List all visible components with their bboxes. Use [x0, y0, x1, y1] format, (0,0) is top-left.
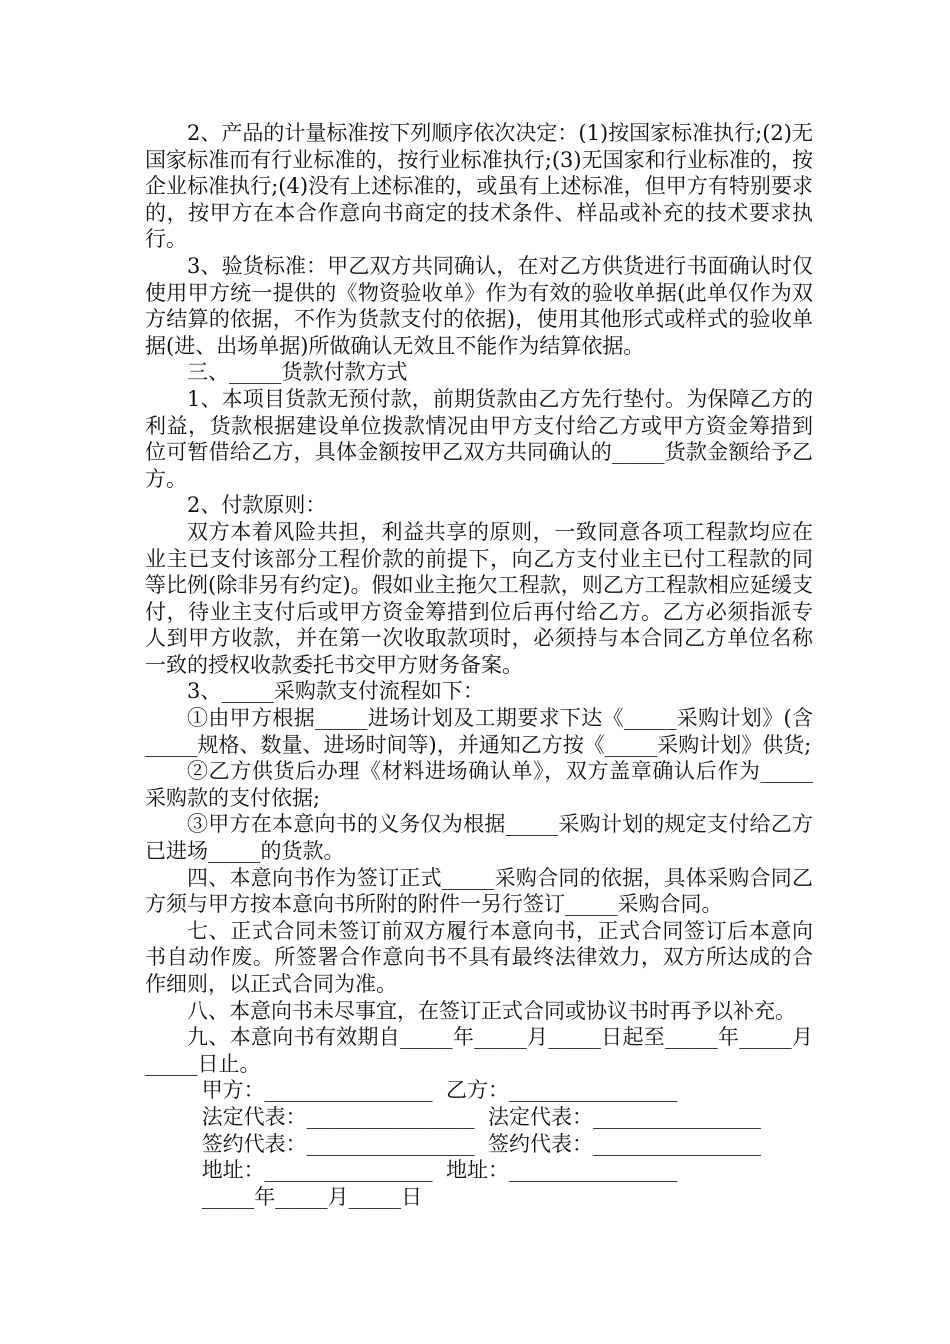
signature-legal-rep-line: 法定代表：________________ 法定代表：________________ — [201, 1104, 762, 1129]
signature-address-line: 地址：________________ 地址：________________ — [201, 1158, 678, 1183]
signature-signing-rep-line: 签约代表：________________ 签约代表：________________ — [201, 1131, 762, 1156]
signature-party-line: 甲方：________________ 乙方：________________ — [201, 1078, 678, 1103]
clause-four-formal-contract: 四、本意向书作为签订正式_____采购合同的依据，具体采购合同乙方须与甲方按本意向书所附的附件一另行签订_____采购合同。 — [145, 865, 813, 917]
clause-payment-step-1: ①由甲方根据_____进场计划及工期要求下达《_____采购计划》(含_____规格、数量、进场时间等)，并通知乙方按《_____采购计划》供货; — [145, 706, 813, 757]
clause-payment-principle-title: 2、付款原则： — [187, 493, 327, 518]
clause-payment-step-3: ③甲方在本意向书的义务仅为根据_____采购计划的规定支付给乙方已进场_____的货款。 — [145, 812, 813, 864]
clause-nine-effective-period: 九、本意向书有效期自_____年_____月_____日起至_____年_____月_____日止。 — [145, 1025, 813, 1076]
clause-seven-validity: 七、正式合同未签订前双方履行本意向书，正式合同签订后本意向书自动作废。所签署合作意向书不具有最终法律效力，双方所达成的合作细则，以正式合同为准。 — [145, 918, 813, 996]
clause-inspection-standard: 3、验货标准：甲乙双方共同确认，在对乙方供货进行书面确认时仅使用甲方统一提供的《物资验收单》作为有效的验收单据(此单仅作为双方结算的依据，不作为货款支付的依据)，使用其他形式或样式的验收单据(进、出场单据)所做确认无效且不能作为结算依据。 — [145, 253, 813, 358]
section-heading-payment-method: 三、_____货款付款方式 — [187, 360, 408, 385]
clause-payment-step-2: ②乙方供货后办理《材料进场确认单》，双方盖章确认后作为_____采购款的支付依据; — [145, 759, 813, 810]
contract-page — [145, 120, 813, 1210]
signature-date-line: _____年_____月_____日 — [201, 1184, 423, 1209]
clause-payment-process-title: 3、_____采购款支付流程如下： — [187, 679, 484, 704]
clause-measurement-standard: 2、产品的计量标准按下列顺序依次决定：(1)按国家标准执行;(2)无国家标准而有行业标准的，按行业标准执行;(3)无国家和行业标准的，按企业标准执行;(4)没有上述标准的，或虽有上述标准，但甲方有特别要求的，按甲方在本合作意向书商定的技术条件、样品或补充的技术要求执行。 — [145, 121, 813, 252]
clause-eight-supplement: 八、本意向书未尽事宜，在签订正式合同或协议书时再予以补充。 — [187, 998, 796, 1023]
clause-payment-principle-body: 双方本着风险共担，利益共享的原则，一致同意各项工程款均应在业主已支付该部分工程价款的前提下，向乙方支付业主已付工程款的同等比例(除非另有约定)。假如业主拖欠工程款，则乙方工程款相应延缓支付，待业主支付后或甲方资金筹措到位后再付给乙方。乙方必须指派专人到甲方收款，并在第一次收取款项时，必须持与本合同乙方单位名称一致的授权收款委托书交甲方财务备案。 — [145, 519, 813, 677]
clause-no-prepayment: 1、本项目货款无预付款，前期货款由乙方先行垫付。为保障乙方的利益，货款根据建设单位拨款情况由甲方支付给乙方或甲方资金筹措到位可暂借给乙方，具体金额按甲乙双方共同确认的_____货款金额给予乙方。 — [145, 386, 813, 491]
